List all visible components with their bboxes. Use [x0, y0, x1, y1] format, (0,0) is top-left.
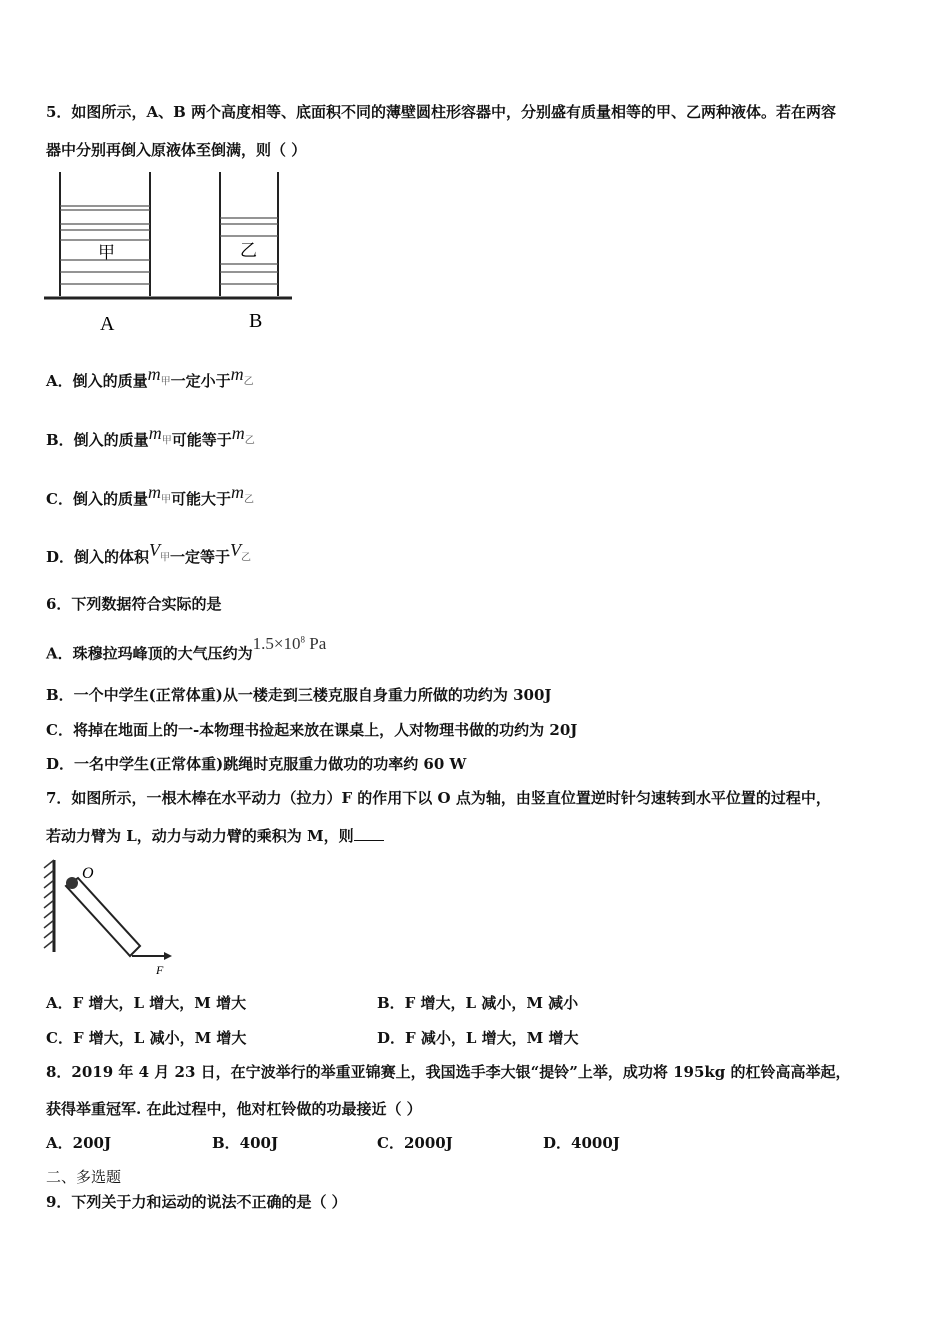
q7-option-d: D．F 减小，L 增大，M 增大 [377, 1029, 579, 1047]
section-title: 二、多选题 [46, 1168, 122, 1186]
answer-blank [354, 826, 384, 841]
q7-label-o: O [82, 865, 94, 882]
q6-stem: 6．下列数据符合实际的是 [46, 595, 222, 613]
q5-option-c: C．倒入的质量$m_甲$可能大于$m_乙$ [46, 482, 254, 508]
q6-option-d: D．一名中学生(正常体重)跳绳时克服重力做功的功率约 60 W [46, 755, 467, 773]
q7-stem-line2: 若动力臂为 L，动力与动力臂的乘积为 M，则 [46, 826, 384, 846]
q5-liquid-b: 乙 [240, 241, 257, 260]
q7-figure [40, 856, 180, 978]
q6-option-c: C．将掉在地面上的一-本物理书捡起来放在课桌上，人对物理书做的功约为 20J [46, 721, 578, 739]
q7-stem-line1: 7．如图所示，一根木棒在水平动力（拉力）F 的作用下以 O 点为轴，由竖直位置逆时针匀速转到水平位置的过程中， [46, 789, 831, 807]
q5-liquid-a: 甲 [98, 243, 115, 262]
q5-stem-line1: 5．如图所示，A、B 两个高度相等、底面积不同的薄壁圆柱形容器中，分别盛有质量相等的甲、乙两种液体。若在两容 [46, 103, 836, 121]
q9-stem: 9．下列关于力和运动的说法不正确的是（ ） [46, 1193, 347, 1211]
q8-option-b: B．400J [212, 1134, 279, 1152]
q5-option-d: D．倒入的体积$V_甲$一定等于$V_乙$ [46, 540, 252, 566]
q8-stem-line2: 获得举重冠军. 在此过程中，他对杠铃做的功最接近（ ） [46, 1100, 422, 1118]
q6-option-b: B．一个中学生(正常体重)从一楼走到三楼克服自身重力所做的功约为 300J [46, 686, 552, 704]
q8-option-a: A．200J [46, 1134, 112, 1152]
q8-option-d: D．4000J [543, 1134, 620, 1152]
q7-option-b: B．F 增大，L 减小，M 减小 [377, 994, 579, 1012]
q5-label-a: A [100, 313, 115, 335]
q5-option-b: B．倒入的质量$m_甲$可能等于$m_乙$ [46, 423, 255, 449]
q7-label-f: F [156, 963, 164, 977]
q7-option-a: A．F 增大，L 增大，M 增大 [46, 994, 247, 1012]
q6-option-a: A．珠穆拉玛峰顶的大气压约为$1.5\times 10^8$ Pa [46, 633, 327, 663]
q5-figure [40, 168, 300, 338]
q5-stem-line2: 器中分别再倒入原液体至倒满，则（ ） [46, 141, 307, 159]
q5-option-a: A．倒入的质量$m_甲$一定小于$m_乙$ [46, 364, 254, 390]
q7-option-c: C．F 增大，L 减小，M 增大 [46, 1029, 247, 1047]
q8-stem-line1: 8．2019 年 4 月 23 日，在宁波举行的举重亚锦赛上，我国选手李大银“提铃”上举，成功将 195kg 的杠铃高高举起， [46, 1063, 851, 1081]
q5-label-b: B [249, 310, 263, 332]
q8-option-c: C．2000J [377, 1134, 453, 1152]
